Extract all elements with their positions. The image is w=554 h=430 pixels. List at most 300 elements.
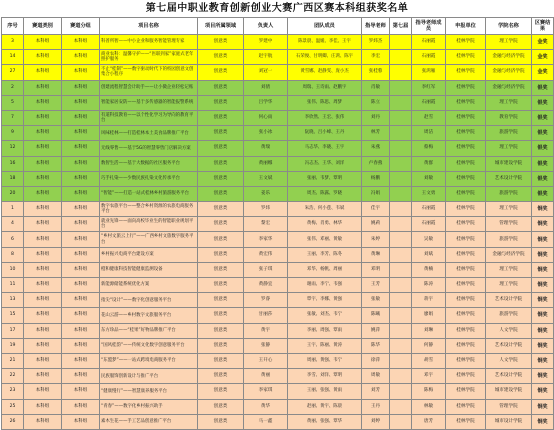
cell-unit: 桂林学院 (446, 156, 486, 171)
cell-t7 (390, 262, 412, 277)
cell-leader: 黄静宜 (244, 278, 288, 293)
table-row (2, 293, 554, 308)
cell-members: 覃宇、李娜、黄强 (288, 293, 362, 308)
table-row (2, 399, 554, 414)
cell-college: 理工学院 (486, 141, 532, 156)
cell-teacher: 王芳 (362, 278, 390, 293)
cell-t7 (390, 65, 412, 80)
cell-field: 创意类 (198, 65, 244, 80)
cell-members: 王宇、陈丽、黄涛 (288, 338, 362, 353)
cell-teacher: 陈华 (362, 338, 390, 353)
table-header-row (2, 18, 554, 35)
cell-leader: 刘冠一 (244, 65, 288, 80)
cell-teacher: 姚萍 (362, 323, 390, 338)
cell-teacher-members: 陈涛 (412, 278, 446, 293)
cell-project-name: “乡村文旅云上行”——广西乡村文旅数字服务平台 (100, 232, 198, 247)
cell-group: 本科组 (62, 293, 100, 308)
cell-college: 理工学院 (486, 35, 532, 50)
cell-unit: 桂林学院 (446, 126, 486, 141)
table-row (2, 414, 554, 429)
cell-award: 银奖 (532, 126, 554, 141)
col-header-no: 序号 (2, 18, 24, 35)
cell-teacher: 陈曦 (362, 308, 390, 323)
cell-members: 黄丽、张强、覃华 (288, 414, 362, 429)
cell-no: 27 (2, 65, 24, 80)
cell-award: 银奖 (532, 171, 554, 186)
cell-unit: 桂林学院 (446, 80, 486, 95)
col-header-leader: 负责人 (244, 18, 288, 35)
cell-no: 2 (2, 80, 24, 95)
cell-members: 张敏、刘杰、韦宁 (288, 308, 362, 323)
cell-college: 理工学院 (486, 262, 532, 277)
cell-leader: 王文斌 (244, 171, 288, 186)
cell-members: 谢雨、李宁、韦强 (288, 278, 362, 293)
cell-college: 艺术设计学院 (486, 369, 532, 384)
cell-project-name: 橙和健康科技智能健康监测设备 (100, 262, 198, 277)
cell-t7 (390, 247, 412, 262)
cell-teacher-members: 陈梅 (412, 384, 446, 399)
cell-members: 赵丽、黄宇、陈晨 (288, 399, 362, 414)
cell-college: 管理学院 (486, 399, 532, 414)
cell-field: 创意类 (198, 50, 244, 65)
cell-members: 王丽、李芳、陈冬 (288, 247, 362, 262)
cell-teacher: 王丹 (362, 399, 390, 414)
table-row (2, 110, 554, 125)
cell-t7 (390, 156, 412, 171)
col-header-college: 学院名称 (486, 18, 532, 35)
cell-category: 本科组 (24, 156, 62, 171)
cell-no: 14 (2, 50, 24, 65)
cell-field: 创意类 (198, 232, 244, 247)
cell-group: 本科组 (62, 80, 100, 95)
cell-category: 本科组 (24, 35, 62, 50)
cell-field: 创意类 (198, 156, 244, 171)
cell-no: 4 (2, 217, 24, 232)
cell-unit: 桂林学院 (446, 186, 486, 201)
cell-t7 (390, 186, 412, 201)
cell-project-name: “智能”——打造一站式桂林乡村旅游服务平台 (100, 186, 198, 201)
cell-unit: 桂林学院 (446, 384, 486, 399)
cell-field: 创意类 (198, 353, 244, 368)
table-row (2, 35, 554, 50)
cell-leader: 吕学华 (244, 95, 288, 110)
cell-project-name: “东盟梦”——一站式跨境电商服务平台 (100, 353, 198, 368)
cell-leader: 黄丽娜 (244, 156, 288, 171)
cell-award: 银奖 (532, 110, 554, 125)
cell-college: 旅游学院 (486, 186, 532, 201)
cell-field: 创意类 (198, 414, 244, 429)
cell-members: 黄雪娜、赵静雯、庞小杰 (288, 65, 362, 80)
cell-members: 石荣俊、甘明卿、庄鸿、陈宇 (288, 50, 362, 65)
cell-category: 本科组 (24, 323, 62, 338)
cell-teacher: 刘丹 (362, 110, 390, 125)
cell-project-name: 数字农旅平台——整合乡村资源的农旅电商服务平台 (100, 202, 198, 217)
cell-unit: 桂林学院 (446, 65, 486, 80)
cell-category: 本科组 (24, 232, 62, 247)
cell-teacher-members: 邓宇 (412, 369, 446, 384)
cell-category: 本科组 (24, 65, 62, 80)
cell-leader: 罗建中 (244, 35, 288, 50)
cell-award: 铜奖 (532, 323, 554, 338)
cell-leader: 姜乐 (244, 186, 288, 201)
cell-college: 金融与经济学院 (486, 65, 532, 80)
cell-no: 16 (2, 156, 24, 171)
table-row (2, 65, 554, 80)
cell-leader: 王开心 (244, 353, 288, 368)
cell-project-name: “青春”——数字化乡村振兴助手 (100, 399, 198, 414)
cell-t7 (390, 126, 412, 141)
cell-group: 本科组 (62, 338, 100, 353)
cell-no: 11 (2, 278, 24, 293)
cell-teacher: 林芳 (362, 126, 390, 141)
cell-project-name: 民族服饰创新设计与推广平台 (100, 369, 198, 384)
cell-award: 金奖 (532, 35, 554, 50)
cell-field: 创意类 (198, 80, 244, 95)
cell-members: 阮晓、吕小峰、王丹 (288, 126, 362, 141)
cell-no: 20 (2, 186, 24, 201)
cell-t7 (390, 35, 412, 50)
cell-t7 (390, 323, 412, 338)
cell-leader: 张子琪 (244, 262, 288, 277)
cell-category: 本科组 (24, 369, 62, 384)
cell-no: 19 (2, 338, 24, 353)
cell-teacher: 卢春燕 (362, 156, 390, 171)
cell-unit: 桂林学院 (446, 262, 486, 277)
cell-group: 本科组 (62, 399, 100, 414)
table-row (2, 278, 554, 293)
cell-project-name: 花山云游——乡村数字文旅服务平台 (100, 308, 198, 323)
cell-category: 本科组 (24, 353, 62, 368)
col-header-teacher: 指导老师 (362, 18, 390, 35)
cell-teacher: 罗炜杰 (362, 35, 390, 50)
cell-teacher: 陈立 (362, 95, 390, 110)
cell-unit: 桂林学院 (446, 141, 486, 156)
cell-no: 26 (2, 414, 24, 429)
table-row (2, 156, 554, 171)
cell-teacher-members: 胡雪 (412, 353, 446, 368)
cell-teacher-members: 周洁 (412, 126, 446, 141)
cell-teacher: 周敏 (362, 369, 390, 384)
cell-field: 创意类 (198, 293, 244, 308)
cell-award: 金奖 (532, 50, 554, 65)
cell-no: 15 (2, 308, 24, 323)
cell-t7 (390, 80, 412, 95)
cell-project-name: 数智生活——基于大数据的社区服务平台 (100, 156, 198, 171)
cell-unit: 桂林学院 (446, 202, 486, 217)
cell-unit: 桂林学院 (446, 50, 486, 65)
cell-unit: 桂林学院 (446, 353, 486, 368)
cell-award: 铜奖 (532, 262, 554, 277)
cell-teacher-members: 黄群 (412, 156, 446, 171)
cell-award: 银奖 (532, 95, 554, 110)
cell-members: 张伟、陈思、周梦 (288, 95, 362, 110)
cell-members: 朱浩、何小莲、韦斌 (288, 202, 362, 217)
col-header-project: 项目名称 (100, 18, 198, 35)
table-row (2, 171, 554, 186)
cell-category: 本科组 (24, 202, 62, 217)
cell-category: 本科组 (24, 414, 62, 429)
cell-t7 (390, 353, 412, 368)
cell-teacher-members: 唐芳 (412, 414, 446, 429)
cell-leader: 何心雨 (244, 110, 288, 125)
cell-group: 本科组 (62, 110, 100, 125)
cell-college: 管理学院 (486, 217, 532, 232)
cell-teacher-members: 张鸿雁 (412, 65, 446, 80)
cell-project-name: 商业农科：温馨守护——“医联到家”家庭式老年照护服务 (100, 50, 198, 65)
cell-project-name: 科普所智——中小企业和服务智能管理专家 (100, 35, 198, 50)
cell-members: 邓华、杨帆、周丽 (288, 262, 362, 277)
cell-field: 创意类 (198, 202, 244, 217)
cell-category: 本科组 (24, 110, 62, 125)
table-row (2, 141, 554, 156)
cell-field: 创意类 (198, 399, 244, 414)
cell-group: 本科组 (62, 95, 100, 110)
cell-award: 铜奖 (532, 338, 554, 353)
cell-college: 艺术设计学院 (486, 293, 532, 308)
cell-teacher: 朱婷 (362, 232, 390, 247)
cell-members: 黄梅、肖勇、林华 (288, 217, 362, 232)
table-body (2, 35, 554, 430)
cell-award: 铜奖 (532, 217, 554, 232)
cell-field: 创意类 (198, 369, 244, 384)
cell-leader: 黄丽 (244, 369, 288, 384)
cell-group: 本科组 (62, 35, 100, 50)
cell-teacher-members: 刘琳 (412, 323, 446, 338)
table-row (2, 202, 554, 217)
cell-no: 22 (2, 369, 24, 384)
cell-no: 23 (2, 384, 24, 399)
cell-field: 创意类 (198, 186, 244, 201)
cell-leader: 张小冰 (244, 126, 288, 141)
cell-teacher-members: 赵雪 (412, 110, 446, 125)
cell-category: 本科组 (24, 262, 62, 277)
cell-award: 铜奖 (532, 369, 554, 384)
cell-teacher: 佳宇 (362, 202, 390, 217)
col-header-teacher-members: 指导老师成员 (412, 18, 446, 35)
cell-teacher: 姚莉 (362, 217, 390, 232)
cell-leader: 黄瑞 (244, 141, 288, 156)
cell-no: 5 (2, 95, 24, 110)
cell-teacher-members: 刘斌 (412, 247, 446, 262)
cell-college: 艺术设计学院 (486, 171, 532, 186)
cell-award: 铜奖 (532, 414, 554, 429)
cell-teacher: 冯娟 (362, 186, 390, 201)
cell-unit: 桂林学院 (446, 414, 486, 429)
cell-college: 城市建设学院 (486, 156, 532, 171)
cell-project-name: “国风桂韵”——传统文化数字创意服务平台 (100, 338, 198, 353)
cell-group: 本科组 (62, 50, 100, 65)
col-header-category: 赛道类别 (24, 18, 62, 35)
cell-group: 本科组 (62, 202, 100, 217)
cell-teacher-members: 林敏 (412, 399, 446, 414)
cell-category: 本科组 (24, 399, 62, 414)
cell-t7 (390, 217, 412, 232)
cell-leader: 罗睿 (244, 293, 288, 308)
table-row (2, 232, 554, 247)
col-header-field: 项目所属领域 (198, 18, 244, 35)
cell-t7 (390, 202, 412, 217)
cell-members: 李丽、周强、覃雨 (288, 323, 362, 338)
cell-award: 银奖 (532, 156, 554, 171)
cell-leader: 赵宇航 (244, 50, 288, 65)
cell-teacher-members: 吴敏 (412, 232, 446, 247)
cell-award: 银奖 (532, 141, 554, 156)
cell-unit: 桂林学院 (446, 338, 486, 353)
cell-project-name: 智能家居安防——基于多传感器的智能报警系统 (100, 95, 198, 110)
cell-members: 张伟、邓丽、黄敏 (288, 232, 362, 247)
cell-field: 创意类 (198, 141, 244, 156)
cell-teacher-members: 王文勇 (412, 186, 446, 201)
table-row (2, 50, 554, 65)
cell-award: 铜奖 (532, 247, 554, 262)
table-row (2, 95, 554, 110)
cell-group: 本科组 (62, 414, 100, 429)
cell-college: 旅游学院 (486, 232, 532, 247)
cell-group: 本科组 (62, 308, 100, 323)
cell-no: 25 (2, 399, 24, 414)
cell-project-name: 创建流程智慧会计助手——让小微企业轻松记账 (100, 80, 198, 95)
cell-project-name: “健康慢行”——智慧康养服务平台 (100, 384, 198, 399)
cell-project-name: 无线零售——基于5G的智慧零售门店解决方案 (100, 141, 198, 156)
cell-project-name: 就业先锋——面向高校毕业生的智能职业规划平台 (100, 217, 198, 232)
cell-no: 10 (2, 262, 24, 277)
cell-group: 本科组 (62, 384, 100, 399)
cell-t7 (390, 369, 412, 384)
cell-college: 理工学院 (486, 202, 532, 217)
table-row (2, 126, 554, 141)
cell-field: 创意类 (198, 171, 244, 186)
cell-no: 17 (2, 323, 24, 338)
col-header-group: 赛道分组 (62, 18, 100, 35)
cell-teacher-members: 蒋宇 (412, 293, 446, 308)
cell-category: 本科组 (24, 338, 62, 353)
cell-members: 张丽、韦梦、覃明 (288, 171, 362, 186)
cell-teacher-members: 廖娟 (412, 308, 446, 323)
cell-category: 本科组 (24, 126, 62, 141)
cell-t7 (390, 414, 412, 429)
table-row (2, 262, 554, 277)
cell-field: 创意类 (198, 247, 244, 262)
cell-field: 创意类 (198, 35, 244, 50)
cell-project-name: 风味桂林——打造桂林本土美食品牌推广平台 (100, 126, 198, 141)
cell-members: 李欣然、王宏、张伟 (288, 110, 362, 125)
cell-teacher: 刘婷 (362, 414, 390, 429)
cell-unit: 桂林学院 (446, 35, 486, 50)
cell-leader: 黄华 (244, 399, 288, 414)
cell-teacher-members: 石丽霞 (412, 50, 446, 65)
cell-college: 人文学院 (486, 353, 532, 368)
cell-unit: 桂林学院 (446, 171, 486, 186)
cell-group: 本科组 (62, 353, 100, 368)
cell-t7 (390, 110, 412, 125)
cell-project-name: 不止“桂制”——数字驱动时代下的校园创意文创集合小程序 (100, 65, 198, 80)
cell-category: 本科组 (24, 217, 62, 232)
cell-group: 本科组 (62, 323, 100, 338)
cell-no: 12 (2, 141, 24, 156)
table-row (2, 247, 554, 262)
cell-field: 创意类 (198, 278, 244, 293)
col-header-members: 团队成员 (288, 18, 362, 35)
cell-t7 (390, 95, 412, 110)
cell-leader: 刘倩 (244, 80, 288, 95)
table-row (2, 338, 554, 353)
table-row (2, 80, 554, 95)
cell-group: 本科组 (62, 156, 100, 171)
cell-unit: 桂林学院 (446, 293, 486, 308)
cell-field: 创意类 (198, 262, 244, 277)
cell-group: 本科组 (62, 247, 100, 262)
col-header-award: 区赛结果 (532, 18, 554, 35)
cell-field: 创意类 (198, 217, 244, 232)
cell-t7 (390, 338, 412, 353)
cell-no: 7 (2, 110, 24, 125)
cell-group: 本科组 (62, 217, 100, 232)
table-row (2, 384, 554, 399)
cell-leader: 黄宇 (244, 323, 288, 338)
cell-teacher-members: 石丽霞 (412, 217, 446, 232)
cell-teacher-members: 黄楠 (412, 262, 446, 277)
cell-unit: 桂林学院 (446, 217, 486, 232)
cell-teacher: 刘芳 (362, 384, 390, 399)
table-row (2, 186, 554, 201)
cell-members: 周瑞、王诗雨、赵鹏宇 (288, 80, 362, 95)
table-row (2, 353, 554, 368)
cell-project-name: 有道科技教育——以个性化学习为导向的教育平台 (100, 110, 198, 125)
cell-award: 铜奖 (532, 293, 554, 308)
cell-teacher-members: 何静 (412, 338, 446, 353)
cell-members: 周杰、陈露、罗晓 (288, 186, 362, 201)
cell-category: 本科组 (24, 171, 62, 186)
cell-unit: 桂林学院 (446, 110, 486, 125)
cell-teacher-members: 石丽霞 (412, 202, 446, 217)
cell-t7 (390, 293, 412, 308)
cell-no: 6 (2, 232, 24, 247)
table-row (2, 308, 554, 323)
cell-category: 本科组 (24, 293, 62, 308)
cell-leader: 马一鑫 (244, 414, 288, 429)
cell-project-name: 新能源储能系统优化方案 (100, 278, 198, 293)
cell-category: 本科组 (24, 80, 62, 95)
cell-teacher-members: 石丽霞 (412, 95, 446, 110)
cell-no: 21 (2, 353, 24, 368)
col-header-t7: 第七届 (390, 18, 412, 35)
cell-no: 13 (2, 293, 24, 308)
cell-t7 (390, 141, 412, 156)
cell-teacher: 邓明 (362, 262, 390, 277)
cell-unit: 桂林学院 (446, 369, 486, 384)
cell-college: 理工学院 (486, 278, 532, 293)
cell-project-name: 巧手扎染——少数民族扎染文化传承平台 (100, 171, 198, 186)
cell-college: 理工学院 (486, 95, 532, 110)
cell-category: 本科组 (24, 308, 62, 323)
cell-members: 马志华、李晓、王宇 (288, 141, 362, 156)
cell-members: 陈景晨、温媛、李佳、王宇 (288, 35, 362, 50)
cell-leader: 黎宏 (244, 217, 288, 232)
cell-members: 王丽、张强、黄雨 (288, 384, 362, 399)
cell-teacher-members: 刘敏 (412, 171, 446, 186)
cell-award: 银奖 (532, 80, 554, 95)
cell-t7 (390, 384, 412, 399)
cell-award: 铜奖 (532, 232, 554, 247)
cell-award: 铜奖 (532, 353, 554, 368)
cell-category: 本科组 (24, 141, 62, 156)
cell-t7 (390, 232, 412, 247)
cell-members: 周丽、黄强、韦宁 (288, 353, 362, 368)
cell-leader: 李家琪 (244, 384, 288, 399)
cell-award: 金奖 (532, 65, 554, 80)
table-row (2, 217, 554, 232)
cell-teacher: 黄琳 (362, 247, 390, 262)
